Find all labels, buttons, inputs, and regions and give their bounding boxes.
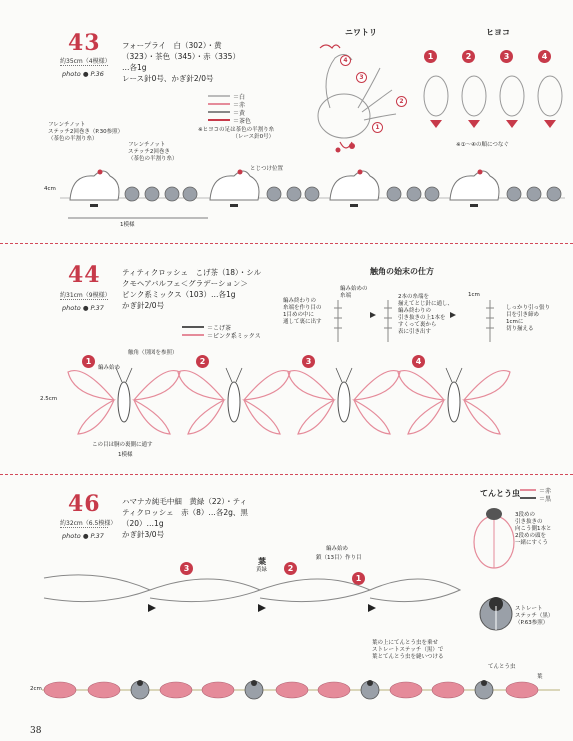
material-line: フォープライ 白（302）・黄 bbox=[122, 41, 222, 50]
divider-dots bbox=[60, 299, 108, 300]
antenna-step-3: しっかり引っ張り 目を引き締め 1cmに 切り揃える bbox=[506, 305, 551, 332]
material-line: クモヘアバルフェ＜グラデーション＞ bbox=[122, 279, 248, 288]
material-line: ティクロッシェ 赤（8）…各2g、黒 bbox=[122, 508, 248, 517]
label-ladybug: てんとう虫 bbox=[480, 489, 520, 498]
legend-item: ＝茶色 bbox=[208, 116, 251, 124]
step-circle-2: 2 bbox=[196, 355, 209, 368]
pattern-size: 約31cm（9模様） bbox=[60, 292, 111, 299]
step-circle-3: 3 bbox=[302, 355, 315, 368]
materials-44 bbox=[122, 267, 261, 311]
repeat-44: 1模様 bbox=[118, 452, 133, 458]
chicks-diagram bbox=[420, 66, 570, 136]
label-chick: ヒヨコ bbox=[486, 28, 510, 37]
legend-item: ＝赤 bbox=[208, 100, 251, 108]
label-leaf: 葉 bbox=[258, 557, 266, 566]
page-number: 38 bbox=[30, 726, 42, 736]
color-legend-44 bbox=[182, 323, 261, 339]
straight-stitch-note: ストレート ステッチ（黒） （P.63参照） bbox=[515, 606, 554, 626]
pattern-size: 約32cm（6.5模様） bbox=[60, 520, 117, 527]
step-circle: 2 bbox=[396, 96, 407, 107]
divider-dots bbox=[60, 527, 108, 528]
through-note: この目は胴の裏側に通す bbox=[92, 442, 153, 448]
french-knot-note-1: フレンチノット ステッチ2回巻き（P.30参照） （茶色の半割り糸） bbox=[48, 122, 124, 142]
label-ladybug-2: てんとう虫 bbox=[488, 664, 516, 670]
repeat-43: 1模様 bbox=[120, 222, 135, 228]
ladybug-stitch-diagram bbox=[478, 596, 514, 632]
antenna-cm: 1cm bbox=[468, 292, 480, 298]
section-divider bbox=[0, 474, 573, 475]
materials-43 bbox=[122, 40, 240, 84]
antenna-step-2: 2本の糸端を 揃えてとじ針に通し、 編み終わりの 引き抜きの上1本を すくって裏から 表に引き出す bbox=[398, 294, 454, 335]
pattern-number-46: 46 bbox=[68, 491, 101, 517]
leaf-diagram bbox=[40, 568, 470, 618]
attach-note: 葉の上にてんとう虫を乗せ ストレートステッチ（黒）で 葉とてんとう虫を縫いつける bbox=[372, 640, 444, 660]
step-circle-1: 1 bbox=[82, 355, 95, 368]
butterfly-border bbox=[64, 360, 564, 440]
photo-ref[interactable]: photo ● P.37 bbox=[62, 304, 104, 312]
label-leaf-2: 葉 bbox=[537, 674, 543, 680]
material-line: …各1g bbox=[122, 63, 147, 72]
height-46: 2cm bbox=[30, 686, 42, 692]
legend-item: ＝白 bbox=[208, 92, 251, 100]
material-line: ティティクロッシェ こげ茶（18）・シル bbox=[122, 268, 262, 277]
pattern-size: 約35cm（4模様） bbox=[60, 58, 111, 65]
height-43: 4cm bbox=[44, 186, 56, 192]
divider-dots bbox=[60, 65, 108, 66]
leaf-color: 黄緑 bbox=[256, 567, 268, 573]
step-circle-1: 1 bbox=[424, 50, 437, 63]
step-circle: 1 bbox=[372, 122, 383, 133]
material-line: かぎ針2/0号 bbox=[122, 301, 165, 310]
french-knot-note-2: フレンチノット ステッチ2回巻き （茶色の半割り糸） bbox=[128, 142, 178, 162]
label-chicken: ニワトリ bbox=[345, 28, 377, 37]
ladybug-note: 3段めの 引き抜きの 向こう側1本と 2段めの頭を 一緒にすくう bbox=[515, 512, 552, 546]
section-divider bbox=[0, 243, 573, 244]
chicken-diagram bbox=[300, 38, 400, 158]
step-circle-2: 2 bbox=[284, 562, 297, 575]
step-circle-4: 4 bbox=[538, 50, 551, 63]
material-line: かぎ針3/0号 bbox=[122, 530, 165, 539]
materials-46 bbox=[122, 496, 248, 540]
step-circle: 4 bbox=[340, 55, 351, 66]
pattern-number-43: 43 bbox=[68, 30, 101, 56]
antenna-step-1: 編み終わりの 糸端を作り目の 1目めの中に 通して裏に出す bbox=[283, 298, 322, 325]
material-line: （323）・茶色（345）・赤（335） bbox=[122, 52, 240, 61]
material-line: （20）…1g bbox=[122, 519, 164, 528]
note-43: ※ヒヨコの足は茶色の半割り糸 （レース針0号） bbox=[198, 127, 275, 140]
step-circle-3: 3 bbox=[180, 562, 193, 575]
antenna-step-1b: 編み始めの 糸端 bbox=[340, 286, 368, 299]
legend-item: ＝黄 bbox=[208, 108, 251, 116]
step-circle-3: 3 bbox=[500, 50, 513, 63]
height-44: 2.5cm bbox=[40, 396, 58, 402]
legend-item: ＝こげ茶 bbox=[182, 323, 261, 331]
ladybug-diagram bbox=[470, 500, 520, 570]
step-circle-1: 1 bbox=[352, 572, 365, 585]
material-line: ピンク系ミックス（103）…各1g bbox=[122, 290, 236, 299]
start-46: 編み始め bbox=[326, 546, 349, 552]
material-line: レース針0号、かぎ針2/0号 bbox=[122, 74, 214, 83]
pattern-number-44: 44 bbox=[68, 262, 101, 288]
close-position: とじつけ位置 bbox=[250, 166, 284, 172]
start-44: 編み始め bbox=[98, 365, 121, 371]
step-circle: 3 bbox=[356, 72, 367, 83]
antenna-ref: 触角（別図を参照） bbox=[128, 350, 178, 356]
start-note-46: 鎖（13目）作り目 bbox=[316, 555, 362, 561]
antenna-title: 触角の始末の仕方 bbox=[370, 267, 434, 276]
antenna-diagrams bbox=[330, 298, 510, 348]
chicken-border bbox=[60, 160, 570, 220]
photo-ref[interactable]: photo ● P.36 bbox=[62, 70, 104, 78]
legend-item: ＝黒 bbox=[520, 494, 551, 502]
chick-note: ※①〜④の順につなぐ bbox=[456, 142, 509, 148]
leaf-ladybug-border bbox=[42, 676, 562, 704]
ladybug-legend bbox=[520, 486, 551, 502]
legend-item: ＝ピンク系ミックス bbox=[182, 331, 261, 339]
step-circle-4: 4 bbox=[412, 355, 425, 368]
step-circle-2: 2 bbox=[462, 50, 475, 63]
material-line: ハマナカ純毛中細 黄緑（22）・ティ bbox=[122, 497, 248, 506]
color-legend-43 bbox=[208, 92, 251, 124]
photo-ref[interactable]: photo ● P.37 bbox=[62, 532, 104, 540]
legend-item: ＝赤 bbox=[520, 486, 551, 494]
